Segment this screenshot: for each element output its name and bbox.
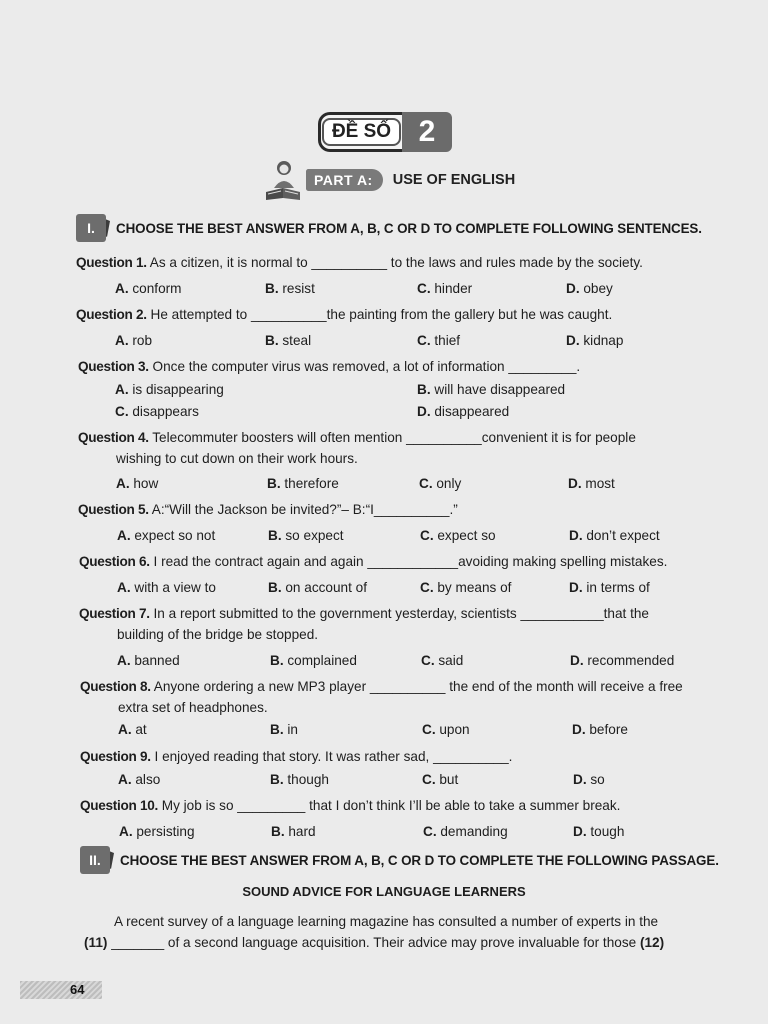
option-letter: A. (117, 528, 131, 543)
question-text: Anyone ordering a new MP3 player __________ the end of the month will receive a free (150, 679, 683, 694)
option-text: how (133, 476, 159, 491)
answer-option-c[interactable] (420, 528, 496, 543)
test-number-badge (318, 112, 452, 152)
passage-line-2-text: _______ of a second language acquisition. Their advice may prove invaluable for those (107, 935, 640, 950)
answer-option-a[interactable] (116, 476, 158, 491)
answer-option-c[interactable] (423, 824, 508, 839)
answer-option-a[interactable] (115, 333, 152, 348)
section-1-number: I. (76, 214, 106, 242)
option-text: before (589, 722, 628, 737)
answer-option-b[interactable] (270, 653, 357, 668)
option-text: resist (282, 281, 315, 296)
option-letter: A. (117, 580, 131, 595)
option-text: will have disappeared (434, 382, 566, 397)
question-4-stem-continued: wishing to cut down on their work hours. (116, 451, 358, 466)
test-label-box (318, 112, 402, 152)
answer-option-b[interactable] (271, 824, 316, 839)
option-letter: D. (566, 281, 580, 296)
option-text: only (436, 476, 462, 491)
test-number: 2 (402, 112, 452, 152)
question-text: I enjoyed reading that story. It was rather sad, __________. (150, 749, 513, 764)
option-letter: D. (417, 404, 431, 419)
answer-option-b[interactable] (268, 580, 367, 595)
question-text: Once the computer virus was removed, a lot of information _________. (148, 359, 581, 374)
answer-option-c[interactable] (115, 404, 199, 419)
question-label: Question 5. (78, 502, 149, 517)
question-8-stem-continued: extra set of headphones. (118, 700, 268, 715)
answer-option-a[interactable] (119, 824, 195, 839)
option-text: steal (282, 333, 312, 348)
part-badge: PART A: (306, 169, 383, 191)
answer-option-a[interactable] (117, 580, 216, 595)
answer-option-c[interactable] (422, 722, 470, 737)
option-letter: C. (422, 772, 436, 787)
option-letter: C. (420, 528, 434, 543)
option-letter: C. (417, 281, 431, 296)
passage-line-2 (84, 935, 664, 950)
option-letter: D. (569, 580, 583, 595)
answer-option-a[interactable] (118, 722, 147, 737)
question-label: Question 7. (79, 606, 150, 621)
question-5-stem (78, 502, 458, 517)
option-text: rob (132, 333, 153, 348)
option-letter: B. (268, 580, 282, 595)
part-heading (262, 158, 515, 202)
option-letter: D. (568, 476, 582, 491)
answer-option-c[interactable] (417, 333, 460, 348)
question-label: Question 8. (80, 679, 151, 694)
answer-option-b[interactable] (267, 476, 339, 491)
option-letter: C. (115, 404, 129, 419)
question-text: A:“Will the Jackson be invited?”– B:“I__________.” (148, 502, 458, 517)
answer-option-c[interactable] (422, 772, 458, 787)
option-text: recommended (587, 653, 675, 668)
option-text: disappeared (434, 404, 510, 419)
answer-option-b[interactable] (265, 333, 311, 348)
option-text: therefore (284, 476, 339, 491)
option-letter: A. (115, 281, 129, 296)
option-text: conform (132, 281, 182, 296)
option-text: demanding (440, 824, 508, 839)
option-letter: A. (116, 476, 130, 491)
answer-option-c[interactable] (419, 476, 461, 491)
question-text: In a report submitted to the government yesterday, scientists ___________that the (149, 606, 649, 621)
answer-option-d[interactable] (566, 333, 623, 348)
question-label: Question 10. (80, 798, 158, 813)
option-letter: C. (417, 333, 431, 348)
answer-option-b[interactable] (270, 772, 329, 787)
section-2-number: II. (80, 846, 110, 874)
option-text: though (287, 772, 329, 787)
option-text: expect so not (134, 528, 216, 543)
part-title: USE OF ENGLISH (392, 172, 516, 188)
option-letter: B. (271, 824, 285, 839)
answer-option-b[interactable] (268, 528, 344, 543)
option-text: kidnap (583, 333, 624, 348)
answer-option-d[interactable] (566, 281, 613, 296)
option-letter: C. (419, 476, 433, 491)
option-text: persisting (136, 824, 195, 839)
option-letter: D. (573, 824, 587, 839)
option-letter: D. (569, 528, 583, 543)
answer-option-d[interactable] (569, 528, 660, 543)
option-letter: B. (268, 528, 282, 543)
option-text: complained (287, 653, 357, 668)
blank-number-11: (11) (84, 935, 108, 950)
option-text: on account of (285, 580, 367, 595)
question-4-stem (78, 430, 636, 445)
option-letter: B. (270, 722, 284, 737)
question-label: Question 3. (78, 359, 149, 374)
option-text: disappears (132, 404, 199, 419)
option-letter: D. (570, 653, 584, 668)
answer-option-c[interactable] (417, 281, 472, 296)
question-2-stem (76, 307, 612, 322)
option-text: in (287, 722, 298, 737)
option-text: in terms of (586, 580, 650, 595)
question-8-stem (80, 679, 683, 694)
question-6-stem (79, 554, 667, 569)
option-letter: B. (267, 476, 281, 491)
answer-option-b[interactable] (270, 722, 298, 737)
option-letter: B. (270, 653, 284, 668)
option-letter: B. (270, 772, 284, 787)
option-text: tough (590, 824, 625, 839)
question-7-stem (79, 606, 649, 621)
option-text: banned (134, 653, 180, 668)
answer-option-c[interactable] (421, 653, 463, 668)
answer-option-d[interactable] (568, 476, 615, 491)
section-1-heading (76, 214, 702, 242)
answer-option-a[interactable] (115, 382, 224, 397)
answer-option-b[interactable] (417, 382, 565, 397)
passage-line-1: A recent survey of a language learning magazine has consulted a number of experts in the (114, 914, 659, 929)
option-letter: A. (118, 772, 132, 787)
option-text: upon (439, 722, 470, 737)
option-text: so (590, 772, 605, 787)
answer-option-c[interactable] (420, 580, 511, 595)
answer-option-b[interactable] (265, 281, 315, 296)
answer-option-a[interactable] (117, 653, 180, 668)
question-label: Question 2. (76, 307, 147, 322)
question-text: Telecommuter boosters will often mention __________convenient it is for people (148, 430, 636, 445)
passage-title: SOUND ADVICE FOR LANGUAGE LEARNERS (242, 884, 526, 899)
option-text: but (439, 772, 459, 787)
page-number: 64 (70, 982, 85, 997)
option-letter: C. (420, 580, 434, 595)
option-letter: D. (566, 333, 580, 348)
question-9-stem (80, 749, 512, 764)
question-label: Question 9. (80, 749, 151, 764)
section-2-title: CHOOSE THE BEST ANSWER FROM A, B, C OR D TO COMPLETE THE FOLLOWING PASSAGE. (120, 852, 719, 868)
option-text: don’t expect (586, 528, 660, 543)
question-7-stem-continued: building of the bridge be stopped. (117, 627, 319, 642)
question-label: Question 6. (79, 554, 150, 569)
answer-option-d[interactable] (570, 653, 674, 668)
option-text: expect so (437, 528, 496, 543)
answer-option-a[interactable] (117, 528, 215, 543)
option-text: obey (583, 281, 613, 296)
answer-option-a[interactable] (115, 281, 181, 296)
option-letter: B. (417, 382, 431, 397)
option-text: at (135, 722, 147, 737)
option-text: most (585, 476, 615, 491)
question-text: My job is so _________ that I don’t think I’ll be able to take a summer break. (157, 798, 621, 813)
option-text: with a view to (134, 580, 216, 595)
question-10-stem (80, 798, 620, 813)
question-label: Question 1. (76, 255, 147, 270)
option-letter: D. (572, 722, 586, 737)
option-text: hard (288, 824, 316, 839)
option-letter: B. (265, 281, 279, 296)
answer-option-a[interactable] (118, 772, 160, 787)
option-letter: A. (119, 824, 133, 839)
answer-option-d[interactable] (573, 824, 624, 839)
question-text: I read the contract again and again ____________avoiding making spelling mistakes. (149, 554, 668, 569)
option-letter: C. (423, 824, 437, 839)
question-text: He attempted to __________the painting from the gallery but he was caught. (146, 307, 613, 322)
option-text: hinder (434, 281, 473, 296)
option-letter: A. (117, 653, 131, 668)
question-label: Question 4. (78, 430, 149, 445)
option-text: also (135, 772, 161, 787)
answer-option-d[interactable] (417, 404, 509, 419)
answer-option-d[interactable] (572, 722, 628, 737)
option-letter: C. (422, 722, 436, 737)
option-text: so expect (285, 528, 344, 543)
option-letter: C. (421, 653, 435, 668)
option-letter: B. (265, 333, 279, 348)
question-text: As a citizen, it is normal to __________ to the laws and rules made by the society. (146, 255, 643, 270)
question-1-stem (76, 255, 643, 270)
option-letter: A. (115, 382, 129, 397)
section-1-title: CHOOSE THE BEST ANSWER FROM A, B, C OR D TO COMPLETE FOLLOWING SENTENCES. (116, 220, 702, 236)
student-reading-icon (262, 158, 304, 202)
test-label: ĐỀ SỐ (322, 118, 401, 146)
question-3-stem (78, 359, 580, 374)
option-letter: A. (115, 333, 129, 348)
section-2-heading (80, 846, 719, 874)
option-text: is disappearing (132, 382, 224, 397)
option-text: thief (434, 333, 461, 348)
answer-option-d[interactable] (569, 580, 650, 595)
option-text: by means of (437, 580, 512, 595)
option-text: said (438, 653, 464, 668)
blank-number-12: (12) (639, 935, 665, 950)
option-letter: A. (118, 722, 132, 737)
footer-bar (20, 981, 102, 999)
answer-option-d[interactable] (573, 772, 605, 787)
option-letter: D. (573, 772, 587, 787)
